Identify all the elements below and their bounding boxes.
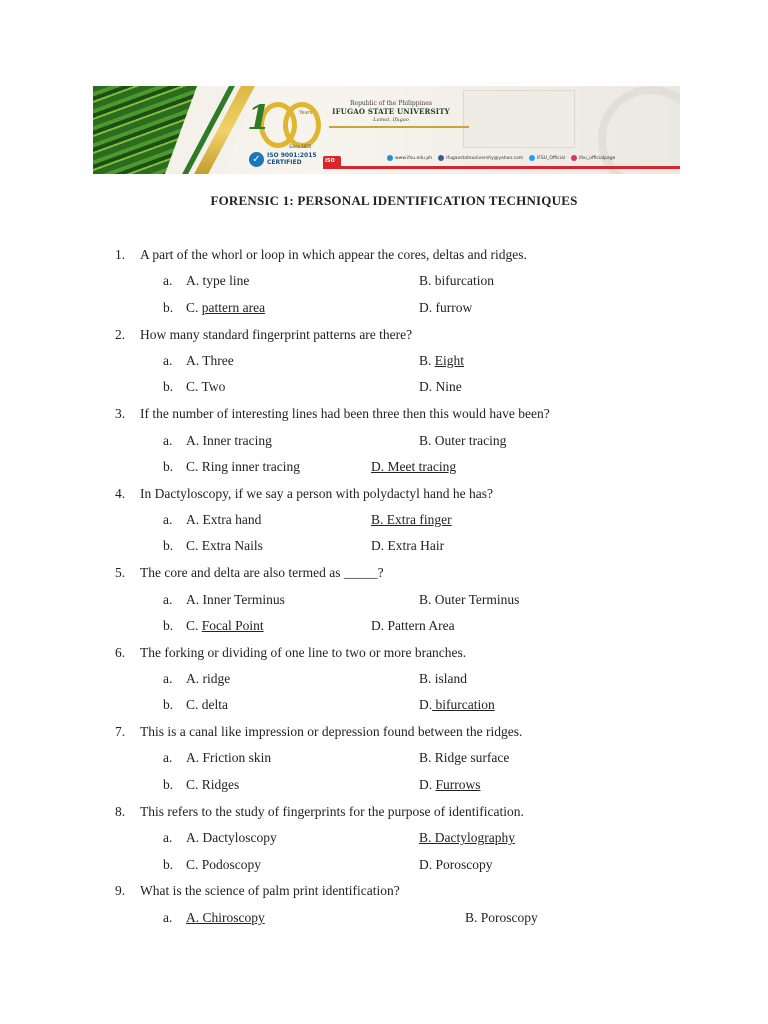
option-letter: a. (163, 830, 173, 845)
red-divider (323, 166, 680, 169)
option-a: A. Inner tracing (186, 433, 272, 448)
option-b: B. island (419, 671, 468, 686)
iso-certified: CERTIFIED (267, 159, 302, 166)
option-a: A. Extra hand (186, 512, 262, 527)
centennial-logo: 1 (243, 96, 335, 144)
university-header-banner (93, 86, 680, 174)
option-d: D. bifurcation (419, 697, 495, 712)
option-d: D. Nine (419, 379, 462, 394)
question-number: 6. (115, 645, 126, 660)
option-b: B. Ridge surface (419, 750, 510, 765)
gold-divider (329, 126, 469, 128)
option-letter: a. (163, 273, 173, 288)
option-a: A. Inner Terminus (186, 592, 285, 607)
instagram-icon (571, 155, 577, 161)
page-title: FORENSIC 1: PERSONAL IDENTIFICATION TECHNIQUES (210, 193, 578, 208)
option-c: C. delta (186, 697, 228, 712)
question-text: A part of the whorl or loop in which appear the cores, deltas and ridges. (140, 247, 527, 262)
iso-certified-badge (249, 152, 315, 168)
answer-underline: Furrows (435, 777, 481, 792)
option-b: B. Dactylography (419, 830, 515, 845)
option-d: D. Furrows (419, 777, 481, 792)
option-letter: b. (163, 777, 174, 792)
option-b: B. Poroscopy (465, 910, 538, 925)
option-letter: b. (163, 697, 174, 712)
option-letter: b. (163, 857, 174, 872)
university-name: IFUGAO STATE UNIVERSITY (332, 107, 450, 116)
option-d: D. Extra Hair (371, 538, 445, 553)
option-d: D. Pattern Area (371, 618, 455, 633)
option-letter: b. (163, 538, 174, 553)
answer-underline: pattern area (201, 300, 266, 315)
question-number: 1. (115, 247, 126, 262)
contact-bar (323, 152, 680, 164)
contact-website[interactable]: www.ifsu.edu.ph (395, 155, 433, 161)
question-text: The core and delta are also termed as _____? (140, 565, 384, 580)
option-c: C. pattern area (186, 300, 266, 315)
answer-underline: Focal Point (201, 618, 264, 633)
option-c: C. Ring inner tracing (186, 459, 300, 474)
option-letter: b. (163, 459, 174, 474)
building-watermark (463, 90, 575, 148)
contact-twitter[interactable]: IFSU_Official (537, 155, 565, 161)
option-c: C. Focal Point (186, 618, 264, 633)
option-b: B. Eight (419, 353, 465, 368)
question-text: If the number of interesting lines had been three then this would have been? (140, 406, 550, 421)
question-number: 8. (115, 804, 126, 819)
option-c: C. Ridges (186, 777, 240, 792)
university-location: Lamut, Ifugao (373, 117, 409, 123)
option-b: B. Extra finger (371, 512, 452, 527)
option-c: C. Podoscopy (186, 857, 262, 872)
option-c: C. Extra Nails (186, 538, 263, 553)
years-label: Years (299, 110, 313, 116)
option-letter: a. (163, 592, 173, 607)
twitter-icon (529, 155, 535, 161)
contact-email[interactable]: ifugaostateuniversity@yahoo.com (446, 155, 524, 161)
option-d: D. Meet tracing (371, 459, 457, 474)
since-label: Since 1920 (289, 144, 312, 149)
question-text: This refers to the study of fingerprints for the purpose of identification. (140, 804, 524, 819)
question-number: 9. (115, 883, 126, 898)
option-d: D. furrow (419, 300, 473, 315)
question-text: What is the science of palm print identification? (140, 883, 400, 898)
option-a: A. Chiroscopy (186, 910, 265, 925)
question-text: How many standard fingerprint patterns are there? (140, 327, 413, 342)
option-a: A. Three (186, 353, 234, 368)
option-b: B. Outer tracing (419, 433, 507, 448)
option-letter: a. (163, 353, 173, 368)
option-letter: b. (163, 300, 174, 315)
option-letter: a. (163, 910, 173, 925)
question-text: In Dactyloscopy, if we say a person with polydactyl hand he has? (140, 486, 494, 501)
question-number: 7. (115, 724, 126, 739)
question-number: 5. (115, 565, 126, 580)
answer-underline: bifurcation (432, 697, 495, 712)
question-text: This is a canal like impression or depression found between the ridges. (140, 724, 523, 739)
option-d: D. Poroscopy (419, 857, 493, 872)
university-name-block (321, 100, 461, 124)
iso-standard: ISO 9001:2015 (267, 152, 317, 159)
iso-logo: ISO (323, 156, 341, 168)
option-letter: b. (163, 379, 174, 394)
option-c: C. Two (186, 379, 226, 394)
option-a: A. ridge (186, 671, 231, 686)
republic-label: Republic of the Philippines (350, 100, 432, 107)
option-letter: a. (163, 671, 173, 686)
contact-instagram[interactable]: ifsu_officialpage (578, 155, 616, 161)
email-icon (438, 155, 444, 161)
question-text: The forking or dividing of one line to two or more branches. (140, 645, 467, 660)
option-letter: b. (163, 618, 174, 633)
option-b: B. bifurcation (419, 273, 494, 288)
check-icon: ✓ (249, 152, 264, 167)
answer-underline: Eight (434, 353, 465, 368)
option-b: B. Outer Terminus (419, 592, 520, 607)
option-a: A. Friction skin (186, 750, 272, 765)
question-number: 4. (115, 486, 126, 501)
web-icon (387, 155, 393, 161)
option-letter: a. (163, 512, 173, 527)
question-number: 2. (115, 327, 126, 342)
question-number: 3. (115, 406, 126, 421)
option-a: A. type line (186, 273, 250, 288)
option-letter: a. (163, 433, 173, 448)
option-letter: a. (163, 750, 173, 765)
option-a: A. Dactyloscopy (186, 830, 277, 845)
